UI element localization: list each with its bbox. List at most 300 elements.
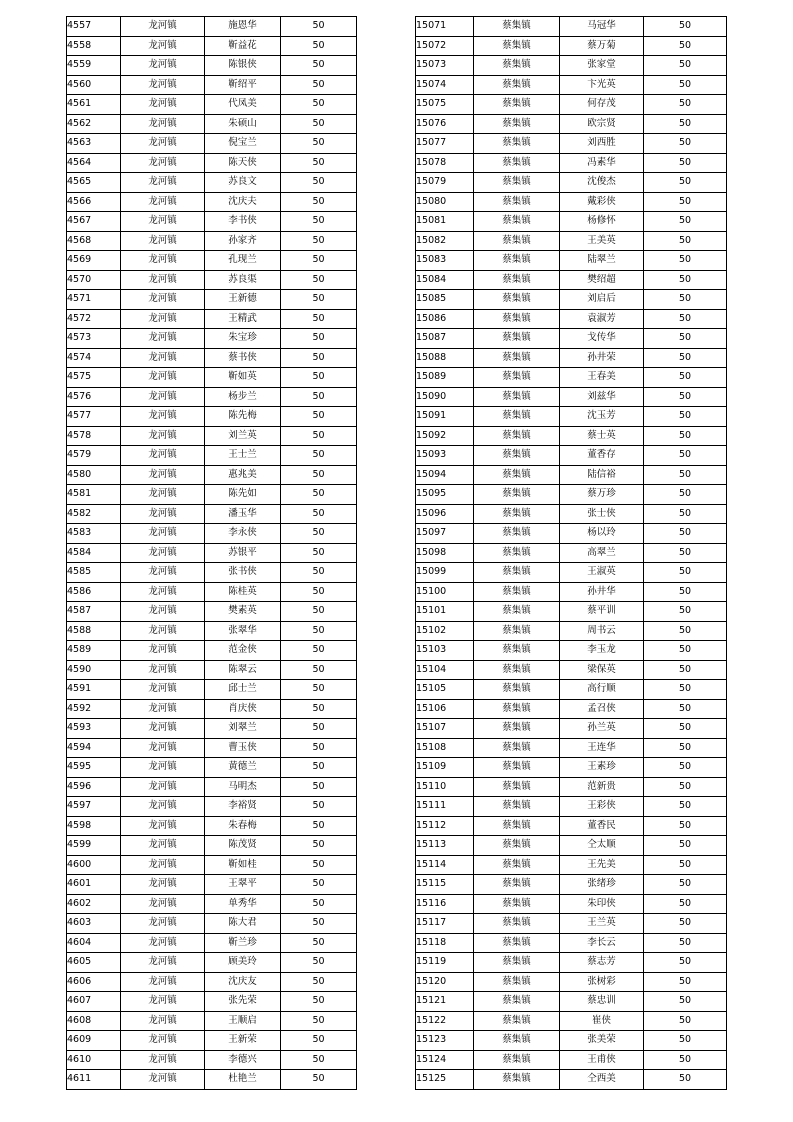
serial-number-cell: 4597 xyxy=(67,797,121,817)
name-cell: 李永侠 xyxy=(205,524,281,544)
table-row xyxy=(416,75,727,95)
town-cell: 龙河镇 xyxy=(121,134,205,154)
table-row xyxy=(67,758,357,778)
town-cell: 龙河镇 xyxy=(121,290,205,310)
amount-cell: 50 xyxy=(644,738,727,758)
table-row xyxy=(67,426,357,446)
serial-number-cell: 4580 xyxy=(67,465,121,485)
name-cell: 李书侠 xyxy=(205,212,281,232)
amount-cell: 50 xyxy=(644,797,727,817)
serial-number-cell: 15085 xyxy=(416,290,474,310)
name-cell: 欧宗贤 xyxy=(560,114,644,134)
serial-number-cell: 15102 xyxy=(416,621,474,641)
name-cell: 董香存 xyxy=(560,446,644,466)
serial-number-cell: 4604 xyxy=(67,933,121,953)
amount-cell: 50 xyxy=(281,329,357,349)
town-cell: 龙河镇 xyxy=(121,368,205,388)
serial-number-cell: 15087 xyxy=(416,329,474,349)
town-cell: 蔡集镇 xyxy=(474,719,560,739)
amount-cell: 50 xyxy=(644,894,727,914)
serial-number-cell: 15105 xyxy=(416,680,474,700)
serial-number-cell: 15114 xyxy=(416,855,474,875)
town-cell: 龙河镇 xyxy=(121,543,205,563)
table-row xyxy=(67,1050,357,1070)
serial-number-cell: 15101 xyxy=(416,602,474,622)
serial-number-cell: 15092 xyxy=(416,426,474,446)
name-cell: 孙井荣 xyxy=(560,348,644,368)
table-row xyxy=(67,563,357,583)
town-cell: 蔡集镇 xyxy=(474,777,560,797)
serial-number-cell: 4567 xyxy=(67,212,121,232)
serial-number-cell: 15077 xyxy=(416,134,474,154)
amount-cell: 50 xyxy=(281,426,357,446)
table-row xyxy=(67,290,357,310)
amount-cell: 50 xyxy=(281,173,357,193)
town-cell: 龙河镇 xyxy=(121,699,205,719)
serial-number-cell: 15071 xyxy=(416,17,474,37)
table-row xyxy=(67,75,357,95)
table-row xyxy=(67,641,357,661)
town-cell: 蔡集镇 xyxy=(474,524,560,544)
name-cell: 戈传华 xyxy=(560,329,644,349)
table-row xyxy=(67,953,357,973)
town-cell: 龙河镇 xyxy=(121,680,205,700)
table-row xyxy=(67,387,357,407)
serial-number-cell: 4581 xyxy=(67,485,121,505)
amount-cell: 50 xyxy=(281,504,357,524)
town-cell: 龙河镇 xyxy=(121,114,205,134)
name-cell: 李长云 xyxy=(560,933,644,953)
amount-cell: 50 xyxy=(281,114,357,134)
serial-number-cell: 15094 xyxy=(416,465,474,485)
serial-number-cell: 15118 xyxy=(416,933,474,953)
name-cell: 王美英 xyxy=(560,231,644,251)
table-row xyxy=(416,329,727,349)
name-cell: 孙井华 xyxy=(560,582,644,602)
serial-number-cell: 15124 xyxy=(416,1050,474,1070)
amount-cell: 50 xyxy=(281,738,357,758)
name-cell: 靳绍平 xyxy=(205,75,281,95)
town-cell: 蔡集镇 xyxy=(474,582,560,602)
serial-number-cell: 4587 xyxy=(67,602,121,622)
name-cell: 单秀华 xyxy=(205,894,281,914)
table-row xyxy=(416,114,727,134)
table-row xyxy=(67,524,357,544)
town-cell: 蔡集镇 xyxy=(474,894,560,914)
name-cell: 王素珍 xyxy=(560,758,644,778)
town-cell: 蔡集镇 xyxy=(474,621,560,641)
table-row xyxy=(67,602,357,622)
amount-cell: 50 xyxy=(281,524,357,544)
table-row xyxy=(416,95,727,115)
table-row xyxy=(67,153,357,173)
name-cell: 陈先梅 xyxy=(205,407,281,427)
serial-number-cell: 15115 xyxy=(416,875,474,895)
serial-number-cell: 4610 xyxy=(67,1050,121,1070)
amount-cell: 50 xyxy=(644,173,727,193)
town-cell: 龙河镇 xyxy=(121,797,205,817)
town-cell: 龙河镇 xyxy=(121,173,205,193)
name-cell: 王淑英 xyxy=(560,563,644,583)
name-cell: 刘兹华 xyxy=(560,387,644,407)
town-cell: 蔡集镇 xyxy=(474,270,560,290)
serial-number-cell: 4570 xyxy=(67,270,121,290)
name-cell: 邱士兰 xyxy=(205,680,281,700)
amount-cell: 50 xyxy=(644,212,727,232)
table-row xyxy=(416,972,727,992)
name-cell: 陈天侠 xyxy=(205,153,281,173)
town-cell: 龙河镇 xyxy=(121,933,205,953)
name-cell: 靳兰珍 xyxy=(205,933,281,953)
amount-cell: 50 xyxy=(644,836,727,856)
amount-cell: 50 xyxy=(281,192,357,212)
amount-cell: 50 xyxy=(281,465,357,485)
serial-number-cell: 15121 xyxy=(416,992,474,1012)
amount-cell: 50 xyxy=(644,329,727,349)
serial-number-cell: 4592 xyxy=(67,699,121,719)
amount-cell: 50 xyxy=(644,251,727,271)
amount-cell: 50 xyxy=(281,719,357,739)
serial-number-cell: 15079 xyxy=(416,173,474,193)
amount-cell: 50 xyxy=(281,621,357,641)
table-row xyxy=(416,17,727,37)
town-cell: 蔡集镇 xyxy=(474,348,560,368)
table-row xyxy=(416,1070,727,1090)
table-row xyxy=(67,1070,357,1090)
amount-cell: 50 xyxy=(281,797,357,817)
serial-number-cell: 4564 xyxy=(67,153,121,173)
table-row xyxy=(67,504,357,524)
amount-cell: 50 xyxy=(281,855,357,875)
table-row xyxy=(67,972,357,992)
name-cell: 蔡万菊 xyxy=(560,36,644,56)
serial-number-cell: 15100 xyxy=(416,582,474,602)
name-cell: 高翠兰 xyxy=(560,543,644,563)
serial-number-cell: 4599 xyxy=(67,836,121,856)
serial-number-cell: 4566 xyxy=(67,192,121,212)
amount-cell: 50 xyxy=(644,504,727,524)
amount-cell: 50 xyxy=(281,1011,357,1031)
town-cell: 龙河镇 xyxy=(121,992,205,1012)
town-cell: 蔡集镇 xyxy=(474,758,560,778)
name-cell: 袁淑芳 xyxy=(560,309,644,329)
amount-cell: 50 xyxy=(644,543,727,563)
serial-number-cell: 15090 xyxy=(416,387,474,407)
serial-number-cell: 4601 xyxy=(67,875,121,895)
town-cell: 龙河镇 xyxy=(121,75,205,95)
amount-cell: 50 xyxy=(644,387,727,407)
name-cell: 黄德兰 xyxy=(205,758,281,778)
serial-number-cell: 4589 xyxy=(67,641,121,661)
town-cell: 蔡集镇 xyxy=(474,231,560,251)
table-row xyxy=(416,56,727,76)
serial-number-cell: 4563 xyxy=(67,134,121,154)
town-cell: 蔡集镇 xyxy=(474,446,560,466)
town-cell: 龙河镇 xyxy=(121,563,205,583)
amount-cell: 50 xyxy=(644,699,727,719)
amount-cell: 50 xyxy=(644,816,727,836)
name-cell: 陈茂贤 xyxy=(205,836,281,856)
serial-number-cell: 15116 xyxy=(416,894,474,914)
serial-number-cell: 4559 xyxy=(67,56,121,76)
amount-cell: 50 xyxy=(281,270,357,290)
table-row xyxy=(67,582,357,602)
serial-number-cell: 4582 xyxy=(67,504,121,524)
table-row xyxy=(67,485,357,505)
amount-cell: 50 xyxy=(281,407,357,427)
table-row xyxy=(67,1011,357,1031)
town-cell: 蔡集镇 xyxy=(474,699,560,719)
amount-cell: 50 xyxy=(281,1070,357,1090)
name-cell: 王新荣 xyxy=(205,1031,281,1051)
serial-number-cell: 15120 xyxy=(416,972,474,992)
serial-number-cell: 4562 xyxy=(67,114,121,134)
table-row xyxy=(67,329,357,349)
serial-number-cell: 4598 xyxy=(67,816,121,836)
serial-number-cell: 15108 xyxy=(416,738,474,758)
table-row xyxy=(416,251,727,271)
amount-cell: 50 xyxy=(281,290,357,310)
town-cell: 龙河镇 xyxy=(121,1050,205,1070)
table-row xyxy=(67,134,357,154)
table-row xyxy=(416,602,727,622)
amount-cell: 50 xyxy=(644,465,727,485)
town-cell: 龙河镇 xyxy=(121,641,205,661)
table-row xyxy=(416,719,727,739)
amount-cell: 50 xyxy=(644,426,727,446)
table-row xyxy=(67,816,357,836)
serial-number-cell: 4557 xyxy=(67,17,121,37)
town-cell: 蔡集镇 xyxy=(474,504,560,524)
amount-cell: 50 xyxy=(281,75,357,95)
amount-cell: 50 xyxy=(644,660,727,680)
name-cell: 梁保英 xyxy=(560,660,644,680)
name-cell: 王彩侠 xyxy=(560,797,644,817)
table-row xyxy=(416,153,727,173)
serial-number-cell: 4577 xyxy=(67,407,121,427)
name-cell: 仝太顺 xyxy=(560,836,644,856)
table-row xyxy=(416,192,727,212)
serial-number-cell: 15086 xyxy=(416,309,474,329)
serial-number-cell: 15119 xyxy=(416,953,474,973)
name-cell: 卞光英 xyxy=(560,75,644,95)
serial-number-cell: 4593 xyxy=(67,719,121,739)
town-cell: 蔡集镇 xyxy=(474,641,560,661)
amount-cell: 50 xyxy=(281,933,357,953)
amount-cell: 50 xyxy=(644,1050,727,1070)
table-row xyxy=(416,1011,727,1031)
name-cell: 马明杰 xyxy=(205,777,281,797)
town-cell: 龙河镇 xyxy=(121,1070,205,1090)
serial-number-cell: 15112 xyxy=(416,816,474,836)
serial-number-cell: 15097 xyxy=(416,524,474,544)
table-row xyxy=(67,231,357,251)
serial-number-cell: 15122 xyxy=(416,1011,474,1031)
town-cell: 蔡集镇 xyxy=(474,251,560,271)
name-cell: 陈翠云 xyxy=(205,660,281,680)
name-cell: 陆信裕 xyxy=(560,465,644,485)
serial-number-cell: 15103 xyxy=(416,641,474,661)
amount-cell: 50 xyxy=(644,855,727,875)
town-cell: 龙河镇 xyxy=(121,329,205,349)
amount-cell: 50 xyxy=(281,309,357,329)
serial-number-cell: 4568 xyxy=(67,231,121,251)
town-cell: 蔡集镇 xyxy=(474,36,560,56)
serial-number-cell: 4561 xyxy=(67,95,121,115)
table-row xyxy=(416,621,727,641)
amount-cell: 50 xyxy=(644,719,727,739)
amount-cell: 50 xyxy=(644,641,727,661)
amount-cell: 50 xyxy=(281,563,357,583)
town-cell: 龙河镇 xyxy=(121,426,205,446)
name-cell: 董香民 xyxy=(560,816,644,836)
amount-cell: 50 xyxy=(644,485,727,505)
name-cell: 朱宝珍 xyxy=(205,329,281,349)
town-cell: 龙河镇 xyxy=(121,465,205,485)
name-cell: 孙家齐 xyxy=(205,231,281,251)
name-cell: 范新贵 xyxy=(560,777,644,797)
name-cell: 陈先如 xyxy=(205,485,281,505)
right-roster-table xyxy=(415,16,727,1090)
table-row xyxy=(67,992,357,1012)
table-row xyxy=(67,56,357,76)
right-roster-body xyxy=(416,17,727,1090)
name-cell: 苏良文 xyxy=(205,173,281,193)
name-cell: 张家堂 xyxy=(560,56,644,76)
serial-number-cell: 4609 xyxy=(67,1031,121,1051)
table-row xyxy=(416,758,727,778)
serial-number-cell: 4586 xyxy=(67,582,121,602)
amount-cell: 50 xyxy=(281,485,357,505)
amount-cell: 50 xyxy=(644,933,727,953)
serial-number-cell: 4611 xyxy=(67,1070,121,1090)
amount-cell: 50 xyxy=(281,758,357,778)
table-row xyxy=(67,836,357,856)
name-cell: 李德兴 xyxy=(205,1050,281,1070)
amount-cell: 50 xyxy=(281,836,357,856)
table-row xyxy=(416,368,727,388)
amount-cell: 50 xyxy=(644,36,727,56)
amount-cell: 50 xyxy=(281,153,357,173)
name-cell: 张先荣 xyxy=(205,992,281,1012)
table-row xyxy=(416,914,727,934)
serial-number-cell: 4584 xyxy=(67,543,121,563)
name-cell: 顾美玲 xyxy=(205,953,281,973)
table-row xyxy=(416,1031,727,1051)
amount-cell: 50 xyxy=(644,914,727,934)
name-cell: 张士侠 xyxy=(560,504,644,524)
town-cell: 蔡集镇 xyxy=(474,543,560,563)
serial-number-cell: 4607 xyxy=(67,992,121,1012)
town-cell: 龙河镇 xyxy=(121,348,205,368)
serial-number-cell: 15099 xyxy=(416,563,474,583)
town-cell: 蔡集镇 xyxy=(474,465,560,485)
town-cell: 龙河镇 xyxy=(121,660,205,680)
amount-cell: 50 xyxy=(281,699,357,719)
name-cell: 沈玉芳 xyxy=(560,407,644,427)
name-cell: 蔡士英 xyxy=(560,426,644,446)
town-cell: 龙河镇 xyxy=(121,1011,205,1031)
table-row xyxy=(67,621,357,641)
name-cell: 王顺启 xyxy=(205,1011,281,1031)
name-cell: 王士兰 xyxy=(205,446,281,466)
name-cell: 张翠华 xyxy=(205,621,281,641)
name-cell: 冯素华 xyxy=(560,153,644,173)
table-row xyxy=(67,1031,357,1051)
amount-cell: 50 xyxy=(281,387,357,407)
name-cell: 王春美 xyxy=(560,368,644,388)
town-cell: 蔡集镇 xyxy=(474,56,560,76)
name-cell: 王精武 xyxy=(205,309,281,329)
table-row xyxy=(416,543,727,563)
serial-number-cell: 15075 xyxy=(416,95,474,115)
town-cell: 蔡集镇 xyxy=(474,309,560,329)
amount-cell: 50 xyxy=(644,290,727,310)
table-row xyxy=(416,309,727,329)
table-row xyxy=(67,95,357,115)
town-cell: 龙河镇 xyxy=(121,446,205,466)
serial-number-cell: 4588 xyxy=(67,621,121,641)
table-row xyxy=(67,660,357,680)
name-cell: 刘翠兰 xyxy=(205,719,281,739)
town-cell: 蔡集镇 xyxy=(474,797,560,817)
town-cell: 龙河镇 xyxy=(121,17,205,37)
name-cell: 戴彩侠 xyxy=(560,192,644,212)
serial-number-cell: 15074 xyxy=(416,75,474,95)
name-cell: 周书云 xyxy=(560,621,644,641)
town-cell: 龙河镇 xyxy=(121,855,205,875)
serial-number-cell: 15089 xyxy=(416,368,474,388)
serial-number-cell: 4575 xyxy=(67,368,121,388)
amount-cell: 50 xyxy=(644,75,727,95)
town-cell: 蔡集镇 xyxy=(474,173,560,193)
table-row xyxy=(416,641,727,661)
serial-number-cell: 15093 xyxy=(416,446,474,466)
amount-cell: 50 xyxy=(281,1031,357,1051)
table-row xyxy=(67,719,357,739)
amount-cell: 50 xyxy=(644,446,727,466)
table-row xyxy=(416,173,727,193)
town-cell: 蔡集镇 xyxy=(474,75,560,95)
town-cell: 龙河镇 xyxy=(121,602,205,622)
town-cell: 蔡集镇 xyxy=(474,407,560,427)
town-cell: 龙河镇 xyxy=(121,192,205,212)
town-cell: 蔡集镇 xyxy=(474,1070,560,1090)
amount-cell: 50 xyxy=(281,875,357,895)
serial-number-cell: 4595 xyxy=(67,758,121,778)
name-cell: 张美荣 xyxy=(560,1031,644,1051)
amount-cell: 50 xyxy=(644,758,727,778)
amount-cell: 50 xyxy=(281,992,357,1012)
table-row xyxy=(416,660,727,680)
name-cell: 仝西美 xyxy=(560,1070,644,1090)
town-cell: 龙河镇 xyxy=(121,231,205,251)
serial-number-cell: 15117 xyxy=(416,914,474,934)
amount-cell: 50 xyxy=(644,95,727,115)
town-cell: 龙河镇 xyxy=(121,407,205,427)
town-cell: 龙河镇 xyxy=(121,836,205,856)
serial-number-cell: 4569 xyxy=(67,251,121,271)
amount-cell: 50 xyxy=(644,602,727,622)
serial-number-cell: 15107 xyxy=(416,719,474,739)
name-cell: 刘西胜 xyxy=(560,134,644,154)
name-cell: 沈俊杰 xyxy=(560,173,644,193)
table-row xyxy=(67,699,357,719)
town-cell: 龙河镇 xyxy=(121,738,205,758)
table-row xyxy=(416,563,727,583)
left-roster-body xyxy=(67,17,357,1090)
name-cell: 靳如桂 xyxy=(205,855,281,875)
